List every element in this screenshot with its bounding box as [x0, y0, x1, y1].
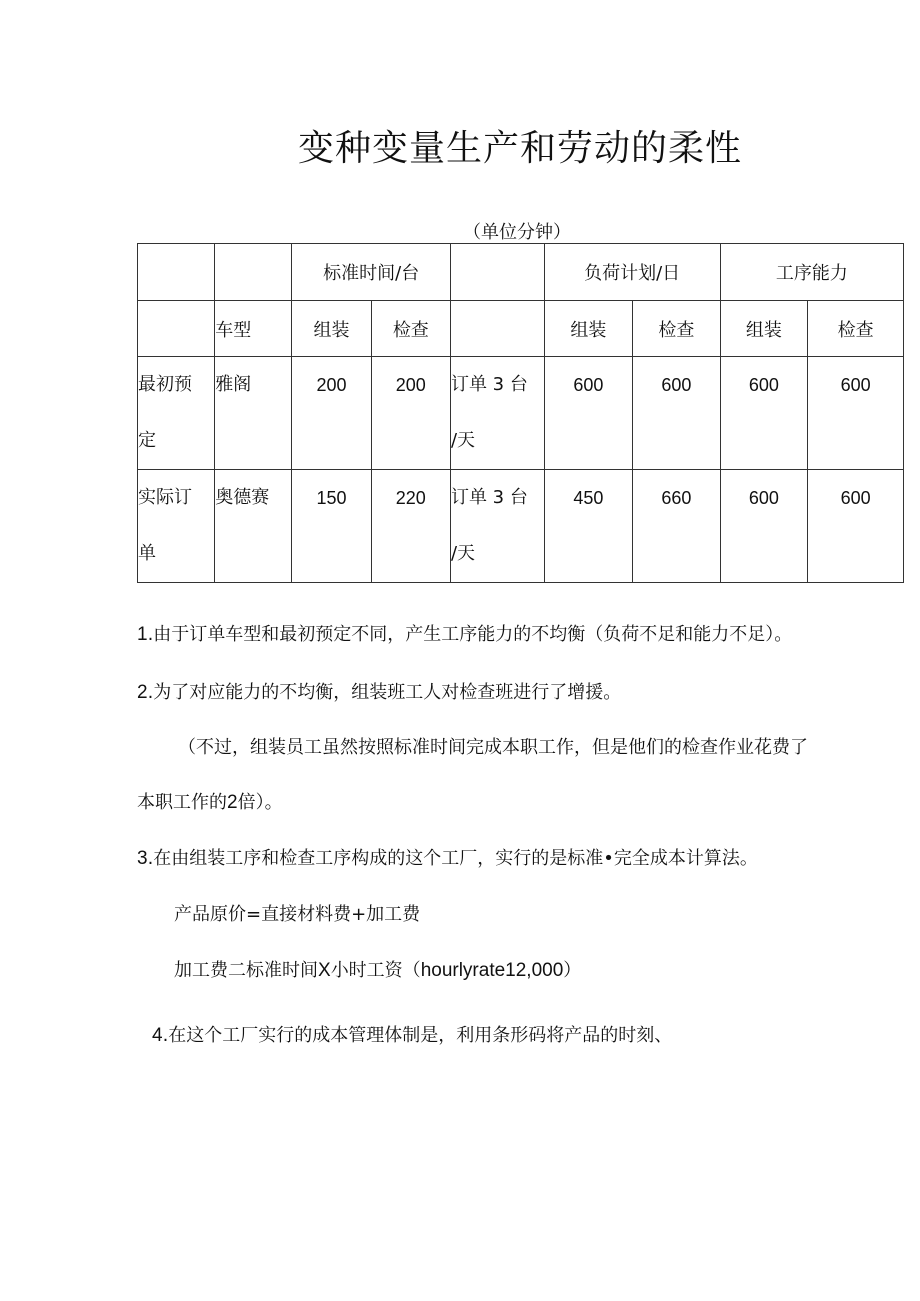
empty-cell [215, 244, 292, 301]
formula-processing-cost: 加工费二标准时间X小时工资（hourlyrate12,000） [174, 960, 582, 981]
cap-assembly-cell: 600 [720, 470, 808, 583]
order-cell: 订单 3 台 /天 [450, 470, 544, 583]
paragraph-3 [137, 844, 758, 870]
load-inspection-cell: 660 [633, 470, 721, 583]
formula-product-cost: 产品原价=直接材料费+加工费 [174, 904, 421, 925]
car-type-cell: 奥德赛 [215, 470, 292, 583]
header-cap-inspection: 检查 [808, 301, 904, 357]
table-row [138, 470, 904, 583]
paragraph-2-note-line-2: 本职工作的2倍）。 [137, 792, 283, 813]
cap-inspection-cell: 600 [808, 470, 904, 583]
row-label: 实际订 单 [138, 470, 215, 583]
empty-cell [450, 244, 544, 301]
car-type-cell: 雅阁 [215, 357, 292, 470]
std-inspection-cell: 220 [371, 470, 450, 583]
header-car-type: 车型 [215, 301, 292, 357]
header-load-plan: 负荷计划/日 [544, 244, 720, 301]
cap-inspection-cell: 600 [808, 357, 904, 470]
paragraph-2 [137, 678, 621, 704]
header-row-1 [138, 244, 904, 301]
paragraph-number: 3 [137, 848, 148, 869]
row-label: 最初预 定 [138, 357, 215, 470]
table-row [138, 357, 904, 470]
header-std-time: 标准时间/台 [292, 244, 451, 301]
unit-note: （单位分钟） [463, 222, 571, 243]
paragraph-4 [152, 1021, 672, 1047]
paragraph-2-note-line-1: （不过，组装员工虽然按照标准时间完成本职工作，但是他们的检查作业花费了 [178, 737, 808, 758]
paragraph-number: 4 [152, 1025, 163, 1046]
header-load-assembly: 组装 [544, 301, 633, 357]
paragraph-text: .在这个工厂实行的成本管理体制是，利用条形码将产品的时刻、 [162, 1025, 673, 1046]
std-assembly-cell: 150 [292, 470, 371, 583]
empty-cell [138, 301, 215, 357]
paragraph-number: 2 [137, 682, 148, 703]
load-assembly-cell: 600 [544, 357, 633, 470]
header-load-inspection: 检查 [633, 301, 721, 357]
std-assembly-cell: 200 [292, 357, 371, 470]
order-cell: 订单 3 台 /天 [450, 357, 544, 470]
header-std-inspection: 检查 [371, 301, 450, 357]
paragraph-text: .在由组装工序和检查工序构成的这个工厂，实行的是标准•完全成本计算法。 [147, 848, 758, 869]
header-row-2 [138, 301, 904, 357]
paragraph-1 [137, 620, 792, 646]
data-table [137, 243, 904, 583]
page-title: 变种变量生产和劳动的柔性 [297, 128, 742, 169]
paragraph-text: .由于订单车型和最初预定不同，产生工序能力的不均衡（负荷不足和能力不足）。 [147, 624, 793, 645]
empty-cell [450, 301, 544, 357]
load-assembly-cell: 450 [544, 470, 633, 583]
std-inspection-cell: 200 [371, 357, 450, 470]
load-inspection-cell: 600 [633, 357, 721, 470]
header-cap-assembly: 组装 [720, 301, 808, 357]
paragraph-text: .为了对应能力的不均衡，组装班工人对检查班进行了增援。 [147, 682, 622, 703]
cap-assembly-cell: 600 [720, 357, 808, 470]
paragraph-number: 1 [137, 624, 148, 645]
empty-cell [138, 244, 215, 301]
header-std-assembly: 组装 [292, 301, 371, 357]
header-capacity: 工序能力 [720, 244, 903, 301]
